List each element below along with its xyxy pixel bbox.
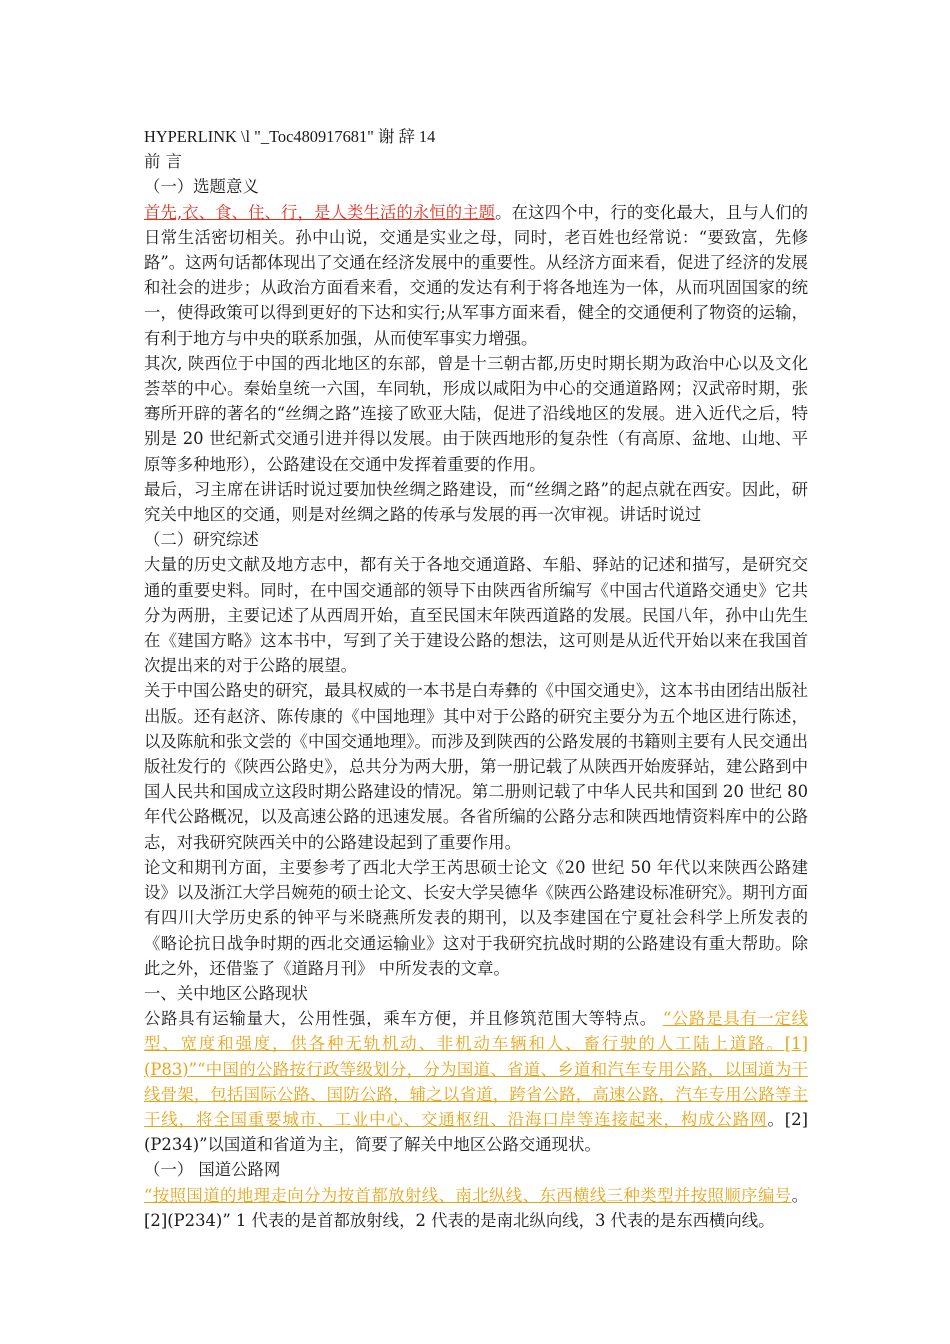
paragraph-third: 最后，习主席在讲话时说过要加快丝绸之路建设，而“丝绸之路”的起点就在西安。因此，研究关中地区的交通，则是对丝绸之路的传承与发展的再一次审视。讲话时说过: [144, 479, 808, 525]
paragraph-seventh: [144, 1006, 808, 1157]
paragraph-fourth: 大量的历史文献及地方志中，都有关于各地交通道路、车船、驿站的记述和描写，是研究交通的重要史料。同时，在中国交通部的领导下由陕西省所编写《中国古代道路交通史》它共分为两册，主要记述了从西周开始，直至民国末年陕西道路的发展。民国八年，孙中山先生在《建国方略》这本书中，写到了关于建设公路的想法，这可则是从近代开始以来在我国首次提出来的对于公路的展望。: [144, 555, 808, 676]
paragraph-second: 其次, 陕西位于中国的西北地区的东部，曾是十三朝古都,历史时期长期为政治中心以及文化荟萃的中心。秦始皇统一六国，车同轨，形成以咸阳为中心的交通道路网；汉武帝时期，张骞所开辟的著名的“丝绸之路”连接了欧亚大陆，促进了沿线地区的发展。进入近代之后，特别是 20 世纪新式交通引进并得以发展。由于陕西地形的复杂性（有高原、盆地、山地、平原等多种地形），公路建设在交通中发挥着重要的作用。: [144, 353, 808, 474]
paragraph-eighth-tail: 。[2](P234)” 1 代表的是首都放射线，2 代表的是南北纵向线，3 代表的是东西横向线。: [144, 1185, 808, 1230]
toc-hyperlink-line: HYPERLINK \l "_Toc480917681" 谢 辞 14: [144, 127, 436, 146]
chapter-one-title: 一、关中地区公路现状: [144, 983, 308, 1003]
section-topic-significance-title: （一）选题意义: [144, 177, 259, 197]
highlighted-quote-3: “按照国道的地理走向分为按首都放射线、南北纵线、东西横线三种类型并按照顺序编号: [144, 1185, 792, 1205]
paragraph-first-text: 。在这四个中，行的变化最大，且与人们的日常生活密切相关。孙中山说，交通是实业之母，同时，老百姓也经常说：“要致富，先修路”。这两句话都体现出了交通在经济发展中的重要性。从经济方面来看，促进了经济的发展和社会的进步；从政治方面看来看，交通的发达有利于将各地连为一体，从而巩固国家的统一，使得政策可以得到更好的下达和实行;从军事方面来看，健全的交通便利了物资的运输，有利于地方与中央的联系加强，从而使军事实力增强。: [144, 202, 809, 348]
paragraph-eighth: [144, 1183, 808, 1233]
highlighted-phrase-red: 首先,衣、食、住、行，是人类生活的永恒的主题: [144, 202, 496, 222]
paragraph-seventh-lead: 公路具有运输量大，公用性强，乘车方便，并且修筑范围大等特点。: [144, 1009, 663, 1029]
preface-heading: 前 言: [144, 152, 182, 172]
highlighted-quote-1: “公路是具有一定线型、宽度和强度，供各种无轨机动、非机动车辆和人、畜行驶的人工陆上道路。[1](P83)”: [144, 1009, 808, 1079]
paragraph-fifth: 关于中国公路史的研究，最具权威的一本书是白寿彝的《中国交通史》，这本书由团结出版社出版。还有赵济、陈传康的《中国地理》其中对于公路的研究主要分为五个地区进行陈述，以及陈航和张文尝的《中国交通地理》。而涉及到陕西的公路发展的书籍则主要有人民交通出版社发行的《陕西公路史》，总共分为两大册，第一册记载了从陕西开始废驿站，建公路到中国人民共和国成立这段时期公路建设的情况。第二册则记载了中华人民共和国到 20 世纪 80 年代公路概况，以及高速公路的迅速发展。各省所编的公路分志和陕西地情资料库中的公路志，对我研究陕西关中的公路建设起到了重要作用。: [144, 681, 808, 852]
paragraph-sixth: 论文和期刊方面，主要参考了西北大学王芮思硕士论文《20 世纪 50 年代以来陕西公路建设》以及浙江大学吕婉苑的硕士论文、长安大学吴德华《陕西公路建设标准研究》。期刊方面有四川大学历史系的钟平与米晓燕所发表的期刊，以及李建国在宁夏社会科学上所发表的《略论抗日战争时期的西北交通运输业》这对于我研究抗战时期的公路建设有重大帮助。除此之外，还借鉴了《道路月刊》 中所发表的文章。: [144, 857, 808, 978]
paragraph-seventh-tail: 。[2](P234)”以国道和省道为主，简要了解关中地区公路交通现状。: [144, 1109, 809, 1155]
highlighted-quote-2: “中国的公路按行政等级划分，分为国道、省道、乡道和汽车专用公路，以国道为干线骨架，包括国际公路、国防公路，辅之以省道，跨省公路，高速公路，汽车专用公路等主干线，将全国重要城市、工业中心、交通枢纽、沿海口岸等连接起来，构成公路网: [144, 1059, 808, 1129]
section-research-review-title: （二）研究综述: [144, 530, 259, 550]
document-page: [144, 124, 808, 1233]
paragraph-first: [144, 200, 808, 351]
section-national-road-title: （一） 国道公路网: [144, 1160, 281, 1180]
